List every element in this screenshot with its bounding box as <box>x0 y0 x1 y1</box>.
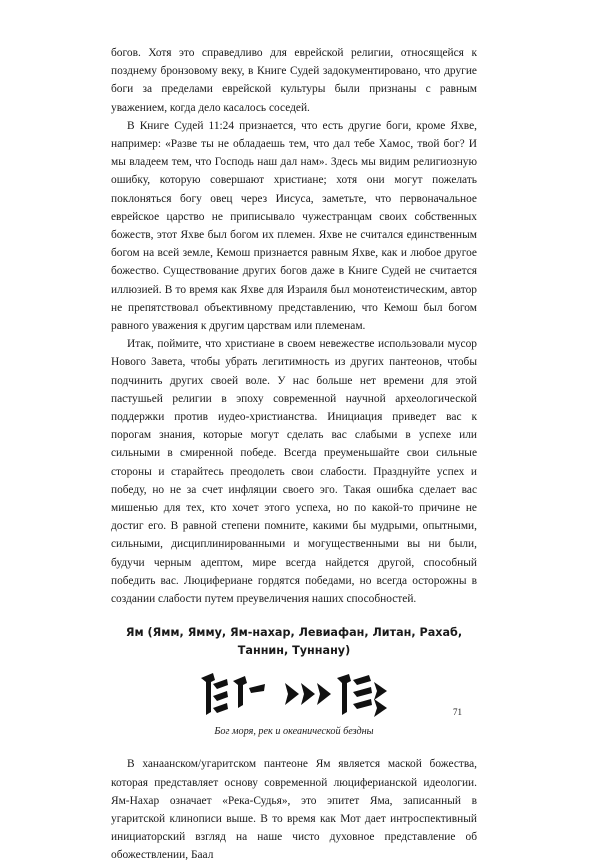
page-number: 71 <box>453 707 462 717</box>
figure-caption: Бог моря, рек и океанической бездны <box>214 726 374 738</box>
cuneiform-inscription-icon <box>199 672 389 718</box>
paragraph-yam: В ханаанском/угаритском пантеоне Ям является маской божества, которая представляет основу современной люциферианской идеологии. Ям-Нахар означает «Река-Судья», это эпитет Яма, записанный в угаритской клинописи выше. В то время как Мот дает интроспективный инициаторский взгляд на наше чисто духовное представление об обожествлении, Баал <box>111 758 477 862</box>
paragraph-intro: богов. Хотя это справедливо для еврейской религии, относящейся к позднему бронзовому веку, в Книге Судей задокументировано, что другие боги за пределами еврейской культуры были признаны с равным уважением, когда дело касалось соседей. <box>111 47 477 114</box>
paragraph-initiation: Итак, поймите, что христиане в своем невежестве использовали мусор Нового Завета, чтобы убрать легитимность из других пантеонов, чтобы подчинить других своей воле. У нас больше нет времени для этой пастушьей религии в эпоху современной научной археологической поддержки против иудео-христианства. Инициация приведет вас к порогам знания, которые могут сделать вас слабыми в успехе или сильными в смиренной победе. Всегда преуменьшайте свои сильные стороны и старайтесь преодолеть свои слабости. Празднуйте успех и победу, но не за счет инфляции своего эго. Такая ошибка сделает вас мишенью для тех, кто хочет этого успеха, но по какой-то причине не достиг его. В равной степени помните, какими бы мудрыми, опытными, сильными, дисциплинированными и могущественными вы ни были, будучи черным адептом, мире всегда найдется другой, способный победить вас. Люцифериане гордятся победами, но всегда осторожны в создании слабости путем преувеличения наших способностей. <box>111 338 477 606</box>
section-heading: Ям (Ямм, Ямму, Ям-нахар, Левиафан, Литан, Рахаб, Таннин, Туннану) <box>125 626 463 658</box>
page-body <box>111 44 477 865</box>
paragraph-judges: В Книге Судей 11:24 признается, что есть другие боги, кроме Яхве, например: «Разве ты не обладаешь тем, что дал тебе Хамос, твой бог? И мы владеем тем, что Господь наш дал нам». Здесь мы видим религиозную ошибку, которую совершают христиане; хотя они могут пожелать поклоняться богу овец через Иисуса, заметьте, что первоначальное еврейское царство не приписывало чужестранцам своих собственных божеств, этот Яхве был богом их племен. Яхве не считался единственным богом на всей земле, Кемош признается равным Яхве, как и любое другое божество. Существование других богов даже в Книге Судей не считается иллюзией. В то время как Яхве для Израиля был монотеистическим, автор не препятствовал объективному представлению, что Кемош был богом равного уважения к другим царствам или племенам. <box>111 119 477 333</box>
